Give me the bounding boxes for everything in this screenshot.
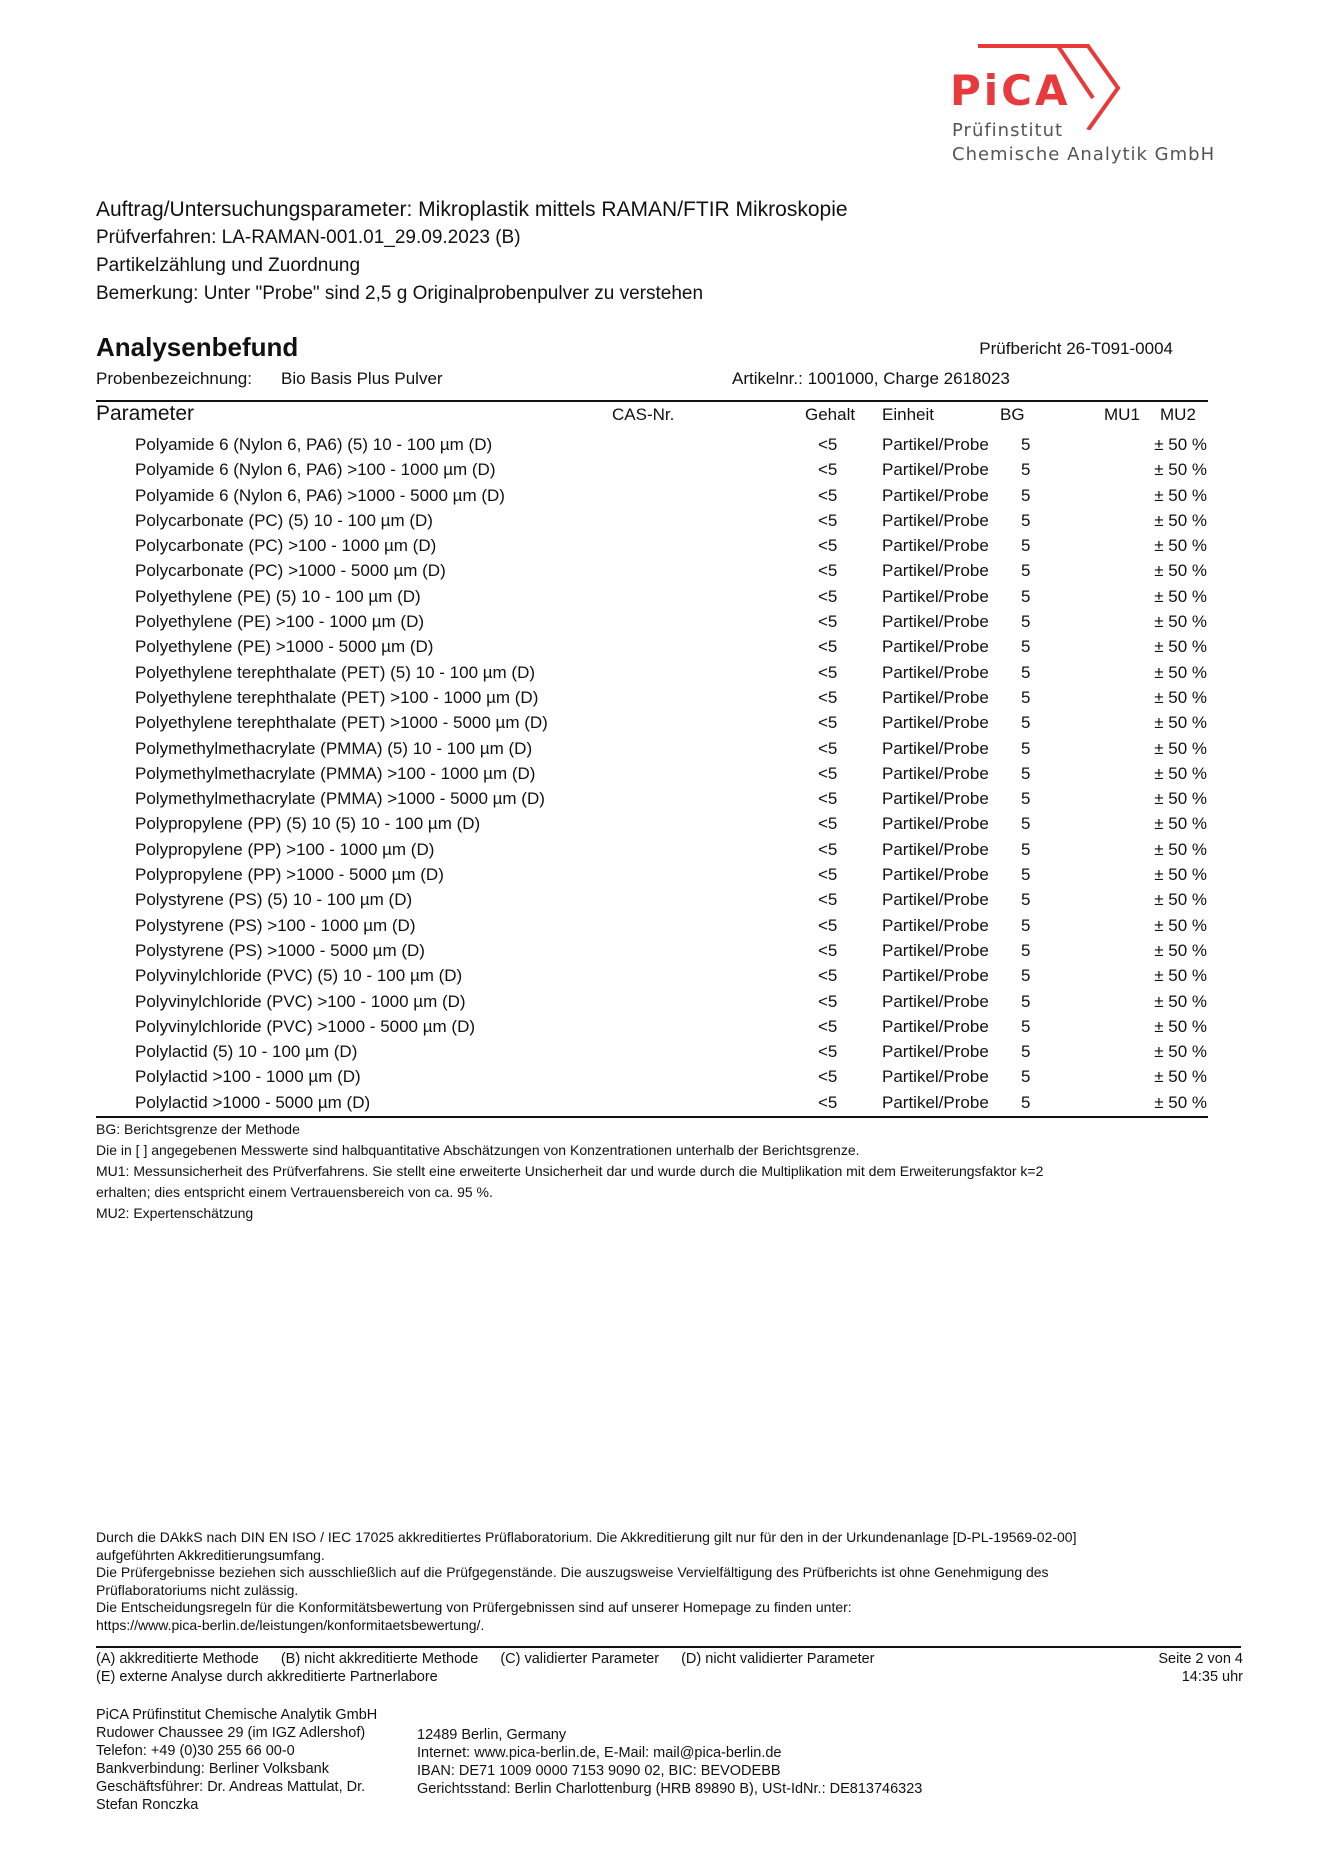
einheit-value: Partikel/Probe: [882, 991, 989, 1011]
gehalt-value: <5: [818, 536, 838, 556]
table-row: [0, 812, 1323, 837]
mu2-value: ± 50 %: [1154, 991, 1207, 1011]
parameter-name: Polyethylene (PE) >100 - 1000 µm (D): [135, 612, 425, 632]
parameter-name: Polyvinylchloride (PVC) >100 - 1000 µm (D): [135, 991, 466, 1011]
bg-value: 5: [1021, 561, 1031, 581]
company-contact: [417, 1726, 922, 1798]
bg-value: 5: [1021, 1092, 1031, 1112]
accreditation-line: aufgeführten Akkreditierungsumfang.: [96, 1546, 325, 1563]
gehalt-value: <5: [818, 637, 838, 657]
column-header-gehalt: Gehalt: [805, 405, 856, 424]
einheit-value: Partikel/Probe: [882, 738, 989, 758]
column-header-parameter: Parameter: [96, 402, 195, 425]
gehalt-value: <5: [818, 865, 838, 885]
parameter-name: Polystyrene (PS) (5) 10 - 100 µm (D): [135, 890, 413, 910]
bg-value: 5: [1021, 713, 1031, 733]
bg-value: 5: [1021, 1042, 1031, 1062]
column-header-mu2: MU2: [1160, 405, 1196, 424]
parameter-name: Polyethylene (PE) >1000 - 5000 µm (D): [135, 637, 434, 657]
gehalt-value: <5: [818, 789, 838, 809]
mu2-value: ± 50 %: [1154, 763, 1207, 783]
legend-e: (E) externe Analyse durch akkreditierte Partnerlabore: [96, 1669, 438, 1685]
mu2-value: ± 50 %: [1154, 789, 1207, 809]
mu2-value: ± 50 %: [1154, 485, 1207, 505]
table-row: [0, 787, 1323, 812]
mu2-value: ± 50 %: [1154, 738, 1207, 758]
mu2-value: ± 50 %: [1154, 713, 1207, 733]
table-row: [0, 939, 1323, 964]
mu2-value: ± 50 %: [1154, 460, 1207, 480]
mu2-value: ± 50 %: [1154, 687, 1207, 707]
logo-wordmark: PiCA: [950, 66, 1071, 115]
note-mu1-continued: erhalten; dies entspricht einem Vertrauensbereich von ca. 95 %.: [96, 1184, 493, 1200]
parameter-name: Polycarbonate (PC) >1000 - 5000 µm (D): [135, 561, 446, 581]
parameter-name: Polypropylene (PP) (5) 10 (5) 10 - 100 µm (D): [135, 814, 481, 834]
column-header-mu1: MU1: [1104, 405, 1140, 424]
accreditation-line: Prüflaboratoriums nicht zulässig.: [96, 1581, 299, 1598]
note-mu2: MU2: Expertenschätzung: [96, 1205, 254, 1221]
bg-value: 5: [1021, 1016, 1031, 1036]
mu2-value: ± 50 %: [1154, 1016, 1207, 1036]
gehalt-value: <5: [818, 1092, 838, 1112]
remark-line: Bemerkung: Unter "Probe" sind 2,5 g Originalprobenpulver zu verstehen: [96, 283, 704, 304]
einheit-value: Partikel/Probe: [882, 966, 989, 986]
mu2-value: ± 50 %: [1154, 1042, 1207, 1062]
table-row: [0, 1065, 1323, 1090]
bg-value: 5: [1021, 865, 1031, 885]
company-info: [96, 1706, 416, 1814]
table-row: [0, 585, 1323, 610]
einheit-value: Partikel/Probe: [882, 510, 989, 530]
table-row: [0, 610, 1323, 635]
parameter-name: Polystyrene (PS) >100 - 1000 µm (D): [135, 915, 416, 935]
method-legend: [96, 1650, 893, 1686]
parameter-name: Polyvinylchloride (PVC) >1000 - 5000 µm (D): [135, 1016, 476, 1036]
einheit-value: Partikel/Probe: [882, 713, 989, 733]
einheit-value: Partikel/Probe: [882, 1016, 989, 1036]
table-row: [0, 458, 1323, 483]
mu2-value: ± 50 %: [1154, 662, 1207, 682]
table-row: [0, 433, 1323, 458]
report-number: Prüfbericht 26-T091-0004: [979, 339, 1173, 358]
gehalt-value: <5: [818, 662, 838, 682]
parameter-name: Polyethylene terephthalate (PET) >1000 - 5000 µm (D): [135, 713, 548, 733]
page-title: Analysenbefund: [96, 332, 299, 362]
einheit-value: Partikel/Probe: [882, 839, 989, 859]
einheit-value: Partikel/Probe: [882, 687, 989, 707]
parameter-name: Polylactid (5) 10 - 100 µm (D): [135, 1042, 358, 1062]
parameter-name: Polyamide 6 (Nylon 6, PA6) >1000 - 5000 µm (D): [135, 485, 505, 505]
order-parameter-line: Auftrag/Untersuchungsparameter: Mikroplastik mittels RAMAN/FTIR Mikroskopie: [96, 198, 848, 221]
gehalt-value: <5: [818, 1016, 838, 1036]
table-row: [0, 863, 1323, 888]
bg-value: 5: [1021, 940, 1031, 960]
sample-name: Bio Basis Plus Pulver: [281, 369, 443, 388]
mu2-value: ± 50 %: [1154, 865, 1207, 885]
mu2-value: ± 50 %: [1154, 536, 1207, 556]
gehalt-value: <5: [818, 915, 838, 935]
legend-b: (B) nicht akkreditierte Methode: [280, 1651, 479, 1667]
einheit-value: Partikel/Probe: [882, 1092, 989, 1112]
parameter-name: Polyethylene (PE) (5) 10 - 100 µm (D): [135, 586, 421, 606]
pica-logo: [948, 40, 1216, 170]
parameter-name: Polylactid >1000 - 5000 µm (D): [135, 1092, 371, 1112]
table-row: [0, 559, 1323, 584]
article-batch: Artikelnr.: 1001000, Charge 2618023: [732, 369, 1010, 388]
accreditation-line: Die Entscheidungsregeln für die Konformitätsbewertung von Prüfergebnissen sind auf unserer Homepage zu finden unter:: [96, 1599, 852, 1615]
parameter-name: Polyethylene terephthalate (PET) (5) 10 - 100 µm (D): [135, 662, 536, 682]
column-header-bg: BG: [1000, 405, 1025, 424]
parameter-name: Polymethylmethacrylate (PMMA) >100 - 1000 µm (D): [135, 763, 536, 783]
table-row: [0, 888, 1323, 913]
einheit-value: Partikel/Probe: [882, 1042, 989, 1062]
einheit-value: Partikel/Probe: [882, 536, 989, 556]
einheit-value: Partikel/Probe: [882, 637, 989, 657]
company-line: Rudower Chaussee 29 (im IGZ Adlershof): [96, 1725, 366, 1741]
einheit-value: Partikel/Probe: [882, 814, 989, 834]
einheit-value: Partikel/Probe: [882, 485, 989, 505]
table-bottom-rule: [96, 1116, 1208, 1118]
gehalt-value: <5: [818, 561, 838, 581]
gehalt-value: <5: [818, 713, 838, 733]
einheit-value: Partikel/Probe: [882, 435, 989, 454]
table-row: [0, 990, 1323, 1015]
column-header-cas: CAS-Nr.: [612, 405, 675, 424]
company-line: Gerichtsstand: Berlin Charlottenburg (HRB 89890 B), USt-IdNr.: DE813746323: [417, 1781, 923, 1797]
einheit-value: Partikel/Probe: [882, 1067, 989, 1087]
einheit-value: Partikel/Probe: [882, 763, 989, 783]
table-row: [0, 534, 1323, 559]
bg-value: 5: [1021, 763, 1031, 783]
footer-rule: [96, 1646, 1241, 1648]
gehalt-value: <5: [818, 966, 838, 986]
bg-value: 5: [1021, 814, 1031, 834]
einheit-value: Partikel/Probe: [882, 890, 989, 910]
bg-value: 5: [1021, 890, 1031, 910]
mu2-value: ± 50 %: [1154, 510, 1207, 530]
gehalt-value: <5: [818, 612, 838, 632]
gehalt-value: <5: [818, 435, 838, 454]
table-row: [0, 1091, 1323, 1116]
bg-value: 5: [1021, 435, 1031, 454]
gehalt-value: <5: [818, 1067, 838, 1087]
mu2-value: ± 50 %: [1154, 561, 1207, 581]
bg-value: 5: [1021, 662, 1031, 682]
einheit-value: Partikel/Probe: [882, 460, 989, 480]
mu2-value: ± 50 %: [1154, 612, 1207, 632]
parameter-name: Polyvinylchloride (PVC) (5) 10 - 100 µm (D): [135, 966, 463, 986]
company-line: PiCA Prüfinstitut Chemische Analytik GmbH: [96, 1707, 378, 1723]
table-row: [0, 914, 1323, 939]
page-number: Seite 2 von 4: [1158, 1651, 1243, 1667]
accreditation-line: Durch die DAkkS nach DIN EN ISO / IEC 17025 akkreditiertes Prüflaboratorium. Die Akkreditierung gilt nur für den in der Urkundenanlage [D-PL-19569-02-00]: [96, 1529, 1077, 1545]
gehalt-value: <5: [818, 763, 838, 783]
einheit-value: Partikel/Probe: [882, 612, 989, 632]
einheit-value: Partikel/Probe: [882, 561, 989, 581]
bg-value: 5: [1021, 536, 1031, 556]
logo-subtitle-line1: Prüfinstitut: [952, 120, 1064, 141]
company-line: Geschäftsführer: Dr. Andreas Mattulat, Dr.: [96, 1779, 366, 1795]
order-header: [96, 196, 848, 308]
mu2-value: ± 50 %: [1154, 839, 1207, 859]
table-row: [0, 484, 1323, 509]
bg-value: 5: [1021, 510, 1031, 530]
mu2-value: ± 50 %: [1154, 966, 1207, 986]
parameter-name: Polylactid >100 - 1000 µm (D): [135, 1067, 361, 1087]
bg-value: 5: [1021, 1067, 1031, 1087]
mu2-value: ± 50 %: [1154, 586, 1207, 606]
bg-value: 5: [1021, 637, 1031, 657]
table-row: [0, 838, 1323, 863]
bg-value: 5: [1021, 915, 1031, 935]
gehalt-value: <5: [818, 839, 838, 859]
einheit-value: Partikel/Probe: [882, 865, 989, 885]
page-info: [1158, 1650, 1243, 1686]
gehalt-value: <5: [818, 814, 838, 834]
table-row: [0, 1015, 1323, 1040]
mu2-value: ± 50 %: [1154, 637, 1207, 657]
note-brackets: Die in [ ] angegebenen Messwerte sind halbquantitative Abschätzungen von Konzentrationen unterhalb der Berichtsgrenze.: [96, 1142, 860, 1158]
gehalt-value: <5: [818, 460, 838, 480]
parameter-name: Polycarbonate (PC) (5) 10 - 100 µm (D): [135, 510, 433, 530]
company-line: Bankverbindung: Berliner Volksbank: [96, 1761, 329, 1777]
company-line: Stefan Ronczka: [96, 1797, 199, 1813]
legend-d: (D) nicht validierter Parameter: [681, 1651, 875, 1667]
company-line: 12489 Berlin, Germany: [417, 1727, 567, 1743]
company-line: Internet: www.pica-berlin.de, E-Mail: mail@pica-berlin.de: [417, 1745, 782, 1761]
legend-c: (C) validierter Parameter: [500, 1651, 660, 1667]
sample-label: Probenbezeichnung:: [96, 369, 252, 388]
table-row: [0, 762, 1323, 787]
gehalt-value: <5: [818, 586, 838, 606]
parameter-name: Polycarbonate (PC) >100 - 1000 µm (D): [135, 536, 437, 556]
bg-value: 5: [1021, 485, 1031, 505]
table-row: [0, 711, 1323, 736]
mu2-value: ± 50 %: [1154, 940, 1207, 960]
gehalt-value: <5: [818, 1042, 838, 1062]
mu2-value: ± 50 %: [1154, 915, 1207, 935]
parameter-name: Polyethylene terephthalate (PET) >100 - 1000 µm (D): [135, 687, 539, 707]
gehalt-value: <5: [818, 940, 838, 960]
parameter-name: Polyamide 6 (Nylon 6, PA6) (5) 10 - 100 µm (D): [135, 435, 493, 454]
legend-a: (A) akkreditierte Methode: [96, 1651, 259, 1667]
conformity-url: https://www.pica-berlin.de/leistungen/konformitaetsbewertung/.: [96, 1616, 485, 1633]
bg-value: 5: [1021, 991, 1031, 1011]
note-mu1: MU1: Messunsicherheit des Prüfverfahrens. Sie stellt eine erweiterte Unsicherheit dar und wurde durch die Multiplikation mit dem Erweiterungsfaktor k=2: [96, 1163, 1044, 1179]
table-row: [0, 635, 1323, 660]
particle-count-line: Partikelzählung und Zuordnung: [96, 255, 361, 276]
accreditation-line: Die Prüfergebnisse beziehen sich ausschließlich auf die Prüfgegenstände. Die auszugsweise Vervielfältigung des Prüfberichts ist ohne Genehmigung des: [96, 1564, 1049, 1580]
einheit-value: Partikel/Probe: [882, 940, 989, 960]
company-line: Telefon: +49 (0)30 255 66 00-0: [96, 1743, 295, 1759]
bg-value: 5: [1021, 460, 1031, 480]
gehalt-value: <5: [818, 890, 838, 910]
einheit-value: Partikel/Probe: [882, 915, 989, 935]
gehalt-value: <5: [818, 991, 838, 1011]
einheit-value: Partikel/Probe: [882, 789, 989, 809]
table-top-rule: [96, 400, 1208, 402]
einheit-value: Partikel/Probe: [882, 662, 989, 682]
parameter-name: Polypropylene (PP) >100 - 1000 µm (D): [135, 839, 435, 859]
parameter-name: Polystyrene (PS) >1000 - 5000 µm (D): [135, 940, 425, 960]
gehalt-value: <5: [818, 510, 838, 530]
parameter-name: Polyamide 6 (Nylon 6, PA6) >100 - 1000 µm (D): [135, 460, 496, 480]
table-row: [0, 737, 1323, 762]
mu2-value: ± 50 %: [1154, 890, 1207, 910]
accreditation-text: [96, 1529, 1246, 1634]
parameter-name: Polymethylmethacrylate (PMMA) >1000 - 5000 µm (D): [135, 789, 545, 809]
table-row: [0, 661, 1323, 686]
table-notes: [96, 1119, 1236, 1224]
company-line: IBAN: DE71 1009 0000 7153 9090 02, BIC: BEVODEBB: [417, 1763, 781, 1779]
bg-value: 5: [1021, 687, 1031, 707]
note-bg: BG: Berichtsgrenze der Methode: [96, 1121, 300, 1137]
table-row: [0, 964, 1323, 989]
bg-value: 5: [1021, 612, 1031, 632]
einheit-value: Partikel/Probe: [882, 586, 989, 606]
results-table: [0, 433, 1323, 1116]
bg-value: 5: [1021, 839, 1031, 859]
mu2-value: ± 50 %: [1154, 814, 1207, 834]
column-header-einheit: Einheit: [882, 405, 934, 424]
test-procedure-line: Prüfverfahren: LA-RAMAN-001.01_29.09.2023 (B): [96, 227, 521, 248]
print-time: 14:35 uhr: [1181, 1669, 1243, 1685]
gehalt-value: <5: [818, 485, 838, 505]
mu2-value: ± 50 %: [1154, 1092, 1207, 1112]
logo-subtitle-line2: Chemische Analytik GmbH: [952, 144, 1216, 165]
bg-value: 5: [1021, 789, 1031, 809]
bg-value: 5: [1021, 586, 1031, 606]
bg-value: 5: [1021, 738, 1031, 758]
parameter-name: Polypropylene (PP) >1000 - 5000 µm (D): [135, 865, 444, 885]
parameter-name: Polymethylmethacrylate (PMMA) (5) 10 - 100 µm (D): [135, 738, 533, 758]
bg-value: 5: [1021, 966, 1031, 986]
table-row: [0, 1040, 1323, 1065]
mu2-value: ± 50 %: [1154, 1067, 1207, 1087]
gehalt-value: <5: [818, 687, 838, 707]
table-row: [0, 686, 1323, 711]
gehalt-value: <5: [818, 738, 838, 758]
table-row: [0, 509, 1323, 534]
mu2-value: ± 50 %: [1154, 435, 1207, 454]
